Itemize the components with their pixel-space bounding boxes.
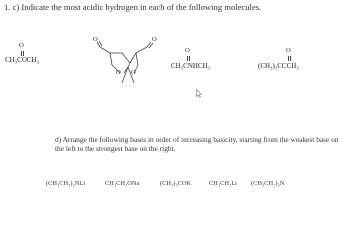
base-2: CH₃CH₂ONa [105,180,140,187]
base-4: CH₃CH₂Li [209,180,237,187]
molecule-2-oxygen-1: O [93,36,98,43]
molecule-4-oxygen: O [286,47,291,54]
base-3: (CH₃)₃COK [160,180,192,187]
molecule-3-formula: CH₃CNHCH₃ [171,62,211,70]
molecule-4-formula: (CH₃)₃CCCH₃ [258,62,299,70]
molecule-1-formula: CH₃COCH₃ [5,56,40,64]
question-d-text: d) Arrange the following bases in order of increasing basicity, starting from the weakest base on the left to the strongest base on the right. [55,135,339,153]
molecule-2-oxygen-2: O [152,36,157,43]
molecule-2-oxygen-3: O [116,69,121,76]
question-c-text: 1. c) Indicate the most acidic hydrogen in each of the following molecules. [4,2,262,12]
base-5: (CH₃CH₂)₃N [251,180,285,187]
molecule-3-double-bond-b [189,56,190,61]
molecule-4-double-bond-a [288,56,289,61]
molecule-3-double-bond-a [187,56,188,61]
molecule-3-oxygen: O [185,47,190,54]
molecule-2-oxygen-4: O [131,69,136,76]
base-1: (CH₃CH₂)₂NLi [46,180,85,187]
cursor-icon [196,89,202,98]
molecule-4-double-bond-b [290,56,291,61]
molecule-1-oxygen: O [19,42,24,49]
